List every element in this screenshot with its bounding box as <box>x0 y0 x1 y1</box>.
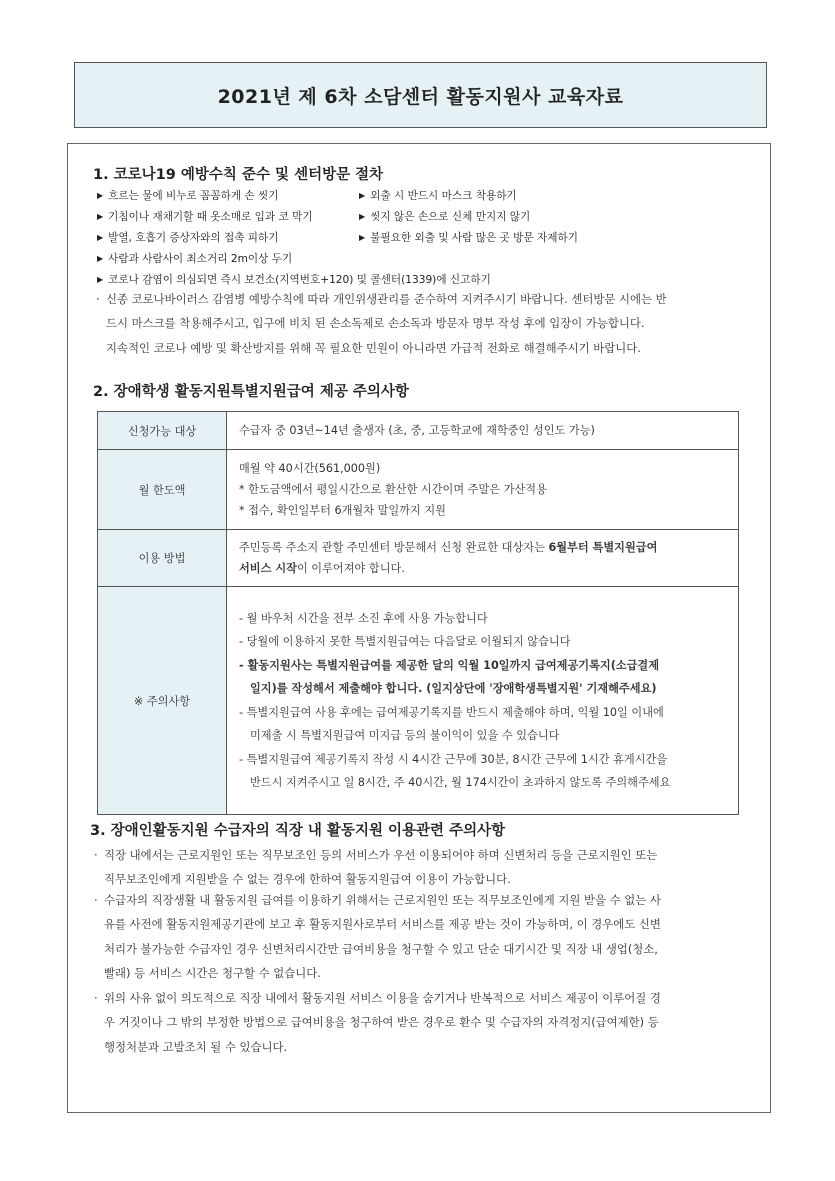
para-line: 직무보조인에게 지원받을 수 없는 경우에 한하여 활동지원급여 이용이 가능합니다. <box>104 872 511 887</box>
row-content: 수급자 중 03년~14년 출생자 (초, 중, 고등학교에 재학중인 성인도 가능) <box>227 412 739 450</box>
row-label: 월 한도액 <box>98 450 227 530</box>
para-line: 수급자의 직장생활 내 활동지원 급여를 이용하기 위해서는 근로지원인 또는 직무보조인에게 지원 받을 수 없는 사 <box>104 893 661 907</box>
bullet-dot: · <box>94 991 98 1005</box>
bullet-item: ▶ 발열, 호흡기 증상자와의 접촉 피하기 <box>97 228 359 249</box>
bullet-item: ▶ 불필요한 외출 및 사람 많은 곳 방문 자제하기 <box>359 228 621 249</box>
note-item: - 특별지원급여 사용 후에는 급여제공기록지를 반드시 제출해야 하며, 익월 10일 이내에 <box>239 705 664 719</box>
note-item: 일지)를 작성해서 제출해야 합니다. (일지상단에 '장애학생특별지원' 기재해주세요) <box>250 682 657 695</box>
title-box <box>74 62 767 128</box>
row-label: 신청가능 대상 <box>98 412 227 450</box>
para-line: 처리가 불가능한 수급자인 경우 신변처리시간만 급여비용을 청구할 수 있고 단순 대기시간 및 직장 내 생업(청소, <box>104 941 658 956</box>
para-line: 빨래) 등 서비스 시간은 청구할 수 없습니다. <box>104 965 321 980</box>
section1-bullets <box>97 186 621 291</box>
method-emphasis: 6월부터 특별지원급여 <box>548 541 658 554</box>
method-text: 이 이루어져야 합니다. <box>296 562 405 575</box>
table-row-limit <box>98 450 739 530</box>
bullet-item: ▶ 흐르는 물에 비누로 꼼꼼하게 손 씻기 <box>97 186 359 207</box>
bullet-dot: · <box>94 848 98 862</box>
note-item: - 활동지원사는 특별지원급여를 제공한 달의 익월 10일까지 급여제공기록지(소급결제 <box>239 658 660 672</box>
table-row-method <box>98 530 739 587</box>
note-item: - 특별지원급여 제공기록지 작성 시 4시간 근무에 30분, 8시간 근무에 1시간 휴게시간을 <box>239 752 668 766</box>
bullet-item: ▶ 사람과 사람사이 최소거리 2m이상 두기 <box>97 249 359 270</box>
special-benefit-table <box>97 411 739 815</box>
table-row-target <box>98 412 739 450</box>
para-line: 직장 내에서는 근로지원인 또는 직무보조인 등의 서비스가 우선 이용되어야 하며 신변처리 등을 근로지원인 또는 <box>104 848 658 862</box>
para-line: 신종 코로나바이러스 감염병 예방수칙에 따라 개인위생관리를 준수하여 지켜주시기 바랍니다. 센터방문 시에는 반 <box>106 292 667 306</box>
bullet-item: ▶ 코로나 감염이 의심되면 즉시 보건소(지역번호+120) 및 콜센터(1339)에 신고하기 <box>97 270 359 291</box>
section3-paragraph-2 <box>94 888 754 985</box>
limit-amount: 매월 약 40시간(561,000원) <box>239 462 381 475</box>
section3-heading: 3. 장애인활동지원 수급자의 직장 내 활동지원 이용관련 주의사항 <box>90 823 506 839</box>
row-content <box>227 450 739 530</box>
section3-paragraph-1 <box>94 843 754 892</box>
limit-note: * 접수, 확인일부터 6개월차 말일까지 지원 <box>239 504 446 517</box>
note-item: - 당월에 이용하지 못한 특별지원급여는 다음달로 이월되지 않습니다 <box>239 635 571 648</box>
section3-paragraph-3 <box>94 986 754 1059</box>
section1-heading: 1. 코로나19 예방수칙 준수 및 센터방문 절차 <box>93 167 384 183</box>
row-label: 이용 방법 <box>98 530 227 587</box>
method-emphasis: 서비스 시작 <box>239 562 297 575</box>
bullet-item: ▶ 기침이나 재채기할 때 옷소매로 입과 코 막기 <box>97 207 359 228</box>
note-item: 미제출 시 특별지원급여 미지급 등의 불이익이 있을 수 있습니다 <box>250 729 560 742</box>
row-content <box>227 587 739 815</box>
para-line: 우 거짓이나 그 밖의 부정한 방법으로 급여비용을 청구하여 받은 경우로 환수 및 수급자의 자격정지(급여제한) 등 <box>104 1015 659 1030</box>
bullet-dot: · <box>96 292 100 306</box>
bullet-item: ▶ 씻지 않은 손으로 신체 만지지 않기 <box>359 207 621 228</box>
note-item: 반드시 지켜주시고 일 8시간, 주 40시간, 월 174시간이 초과하지 않도록 주의해주세요 <box>250 776 671 789</box>
bullet-dot: · <box>94 893 98 907</box>
method-text: 주민등록 주소지 관할 주민센터 방문해서 신청 완료한 대상자는 <box>239 541 549 554</box>
table-row-notes <box>98 587 739 815</box>
note-item: - 월 바우처 시간을 전부 소진 후에 사용 가능합니다 <box>239 611 488 625</box>
limit-note: * 한도금액에서 평일시간으로 환산한 시간이며 주말은 가산적용 <box>239 483 547 496</box>
para-line: 지속적인 코로나 예방 및 확산방지를 위해 꼭 필요한 민원이 아니라면 가급적 전화로 해결해주시기 바랍니다. <box>106 340 641 355</box>
document-title: 2021년 제 6차 소담센터 활동지원사 교육자료 <box>217 85 624 108</box>
para-line: 행정처분과 고발조치 될 수 있습니다. <box>104 1039 288 1054</box>
para-line: 드시 마스크를 착용해주시고, 입구에 비치 된 손소독제로 손소독과 방문자 명부 작성 후에 입장이 가능합니다. <box>106 316 645 331</box>
section1-paragraph <box>96 287 756 360</box>
bullet-item: ▶ 외출 시 반드시 마스크 착용하기 <box>359 186 621 207</box>
para-line: 위의 사유 없이 의도적으로 직장 내에서 활동지원 서비스 이용을 숨기거나 반복적으로 서비스 제공이 이루어질 경 <box>104 991 661 1005</box>
para-line: 유를 사전에 활동지원제공기관에 보고 후 활동지원사로부터 서비스를 제공 받는 것이 가능하며, 이 경우에도 신변 <box>104 917 661 932</box>
section2-heading: 2. 장애학생 활동지원특별지원급여 제공 주의사항 <box>93 384 409 400</box>
row-content <box>227 530 739 587</box>
row-label: ※ 주의사항 <box>98 587 227 815</box>
